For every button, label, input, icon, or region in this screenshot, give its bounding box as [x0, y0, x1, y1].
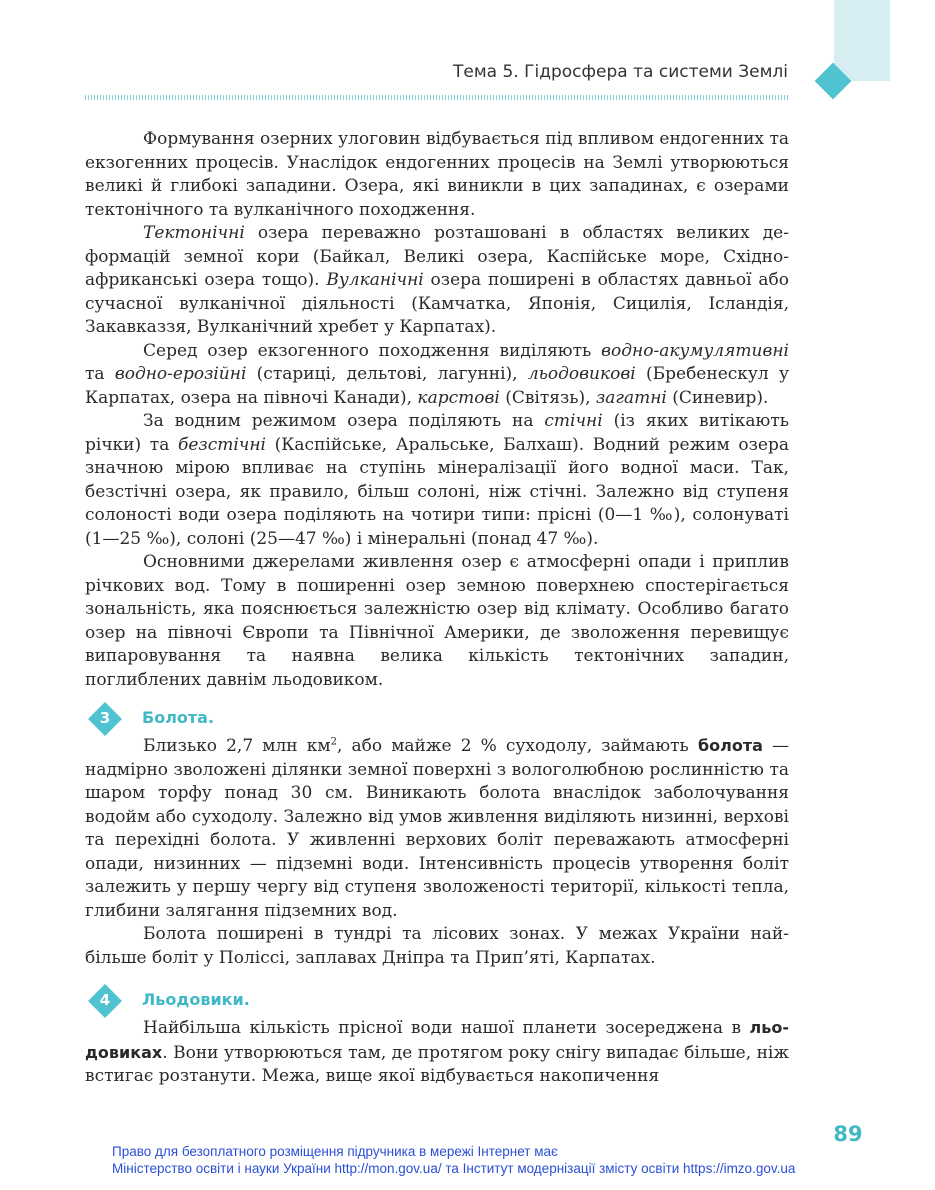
- text-run: Серед озер екзогенного походження виділяють: [143, 340, 602, 361]
- paragraph: [85, 340, 789, 411]
- paragraph: [85, 923, 789, 970]
- italic-term: стічні: [544, 411, 603, 431]
- footer-line: Право для безоплатного розміщення підручника в мережі Інтернет має: [112, 1144, 558, 1159]
- italic-term: Тектонічні: [143, 223, 245, 243]
- text-run: Болота поширені в тундрі та лісових зонах. У межах України найбільше боліт у Поліссі, заплавах Дніпра та Прип’яті, Карпатах.: [85, 924, 789, 968]
- header-title: Тема 5. Гідросфера та системи Землі: [453, 62, 788, 82]
- footer-line: Міністерство освіти і науки України http://mon.gov.ua/ та Інститут модернізації змісту освіти https://imzo.gov.ua: [112, 1161, 796, 1176]
- corner-tab: [834, 0, 890, 81]
- text-run: За водним режимом озера поділяють на: [143, 411, 545, 431]
- paragraph: [85, 222, 789, 340]
- text-run: (Синевир).: [666, 387, 769, 408]
- italic-term: карстові: [417, 387, 500, 408]
- lakes-text: [85, 128, 789, 692]
- text-run: , або майже 2 % суходолу, займають: [336, 736, 698, 756]
- bold-term: льодовиках: [85, 1018, 789, 1062]
- text-run: (Каспійське, Аральське, Балхаш). Водний режим озера значною мірою впливає на ступінь мінералізації його водної маси. Так, безстічні озера, як правило, більш солоні, ніж стічні. Залежно від ступеня солоності води озера поділяють на чотири типи: прісні (0—1 ‰), солонуваті (1—25 ‰), солоні (25—47 ‰) і мінеральні (понад 47 ‰).: [85, 434, 789, 549]
- text-run: Формування озерних улоговин відбувається під впливом ендогенних та екзогенних процесів. Унаслідок ендогенних процесів на Землі утворюються великі й глибокі западини. Озера, які виникли в цих западинах, є озерами тектонічного та вулканічного походження.: [85, 129, 789, 220]
- text-run: — надмірно зволожені ділянки земної поверхні з вологолюбною рослинністю та шаром торфу понад 30 см. Виникають болота внаслідок заболочування водойм або суходолу. Залежно від умов живлення виділяють низинні, верхові та перехідні болота. У живленні верхових боліт переважають атмосферні опади, низинних — підземні води. Інтенсивність процесів утворення боліт залежить у першу чергу від ступеня зволоженості території, кількості тепла, глибини залягання підземних вод.: [85, 736, 790, 921]
- italic-term: водно-ерозійні: [114, 364, 247, 384]
- page-content: [85, 128, 789, 1089]
- italic-term: Вулканічні: [326, 270, 424, 290]
- paragraph: [85, 1016, 789, 1089]
- text-run: озера переважно розташовані в областях великих деформацій земної кори (Байкал, Великі озера, Каспійське море, Східноафриканські озера тощо).: [85, 223, 789, 290]
- superscript: 2: [330, 736, 337, 748]
- italic-term: безстічні: [177, 434, 266, 455]
- text-run: . Вони утворюються там, де протягом року снігу випадає більше, ніж встигає розтанути. Межа, вище якої відбувається накопичення: [85, 1042, 789, 1086]
- paragraph: [85, 128, 789, 222]
- footer-notice: [112, 1143, 872, 1177]
- text-run: Близько 2,7 млн км: [143, 736, 331, 756]
- text-run: та: [85, 364, 115, 384]
- text-run: Найбільша кількість прісної води нашої планети зосереджена в: [143, 1018, 750, 1038]
- header-dotted-divider: [85, 95, 789, 100]
- section-number-badge: [93, 989, 117, 1013]
- italic-term: льодовикові: [527, 364, 636, 384]
- text-run: (із яких витікають річки) та: [85, 411, 789, 455]
- section-number: 4: [99, 991, 111, 1009]
- text-run: (Бребенескул у Карпатах, озера на півночі Канади),: [85, 364, 789, 408]
- paragraph: [85, 551, 789, 692]
- bold-term: болота: [697, 736, 763, 755]
- section-title: Болота.: [142, 708, 215, 727]
- section-heading-glaciers: [85, 988, 789, 1016]
- italic-term: загатні: [595, 387, 667, 408]
- section-number: 3: [99, 709, 111, 727]
- section-number-badge: [93, 707, 117, 731]
- section-title: Льодовики.: [142, 990, 250, 1009]
- section-heading-swamps: [85, 706, 789, 734]
- paragraph: [85, 734, 789, 923]
- text-run: Основними джерелами живлення озер є атмосферні опади і приплив річкових вод. Тому в поширенні озер земною поверхнею спостерігається зональність, яка пояснюється залежністю озер від клімату. Особливо багато озер на півночі Європи та Північної Америки, де зволоження перевищує випаровування та наявна велика кількість тектонічних западин, поглиблених давнім льодовиком.: [85, 552, 789, 690]
- text-run: озера поширені в областях давньої або сучасної вулканічної діяльності (Камчатка, Японія, Сицилія, Ісландія, Закавказзя, Вулканічний хребет у Карпатах).: [85, 270, 789, 337]
- page-number: 89: [833, 1122, 863, 1146]
- italic-term: водно-акумулятивні: [601, 340, 789, 361]
- text-run: (Світязь),: [499, 387, 596, 408]
- paragraph: [85, 410, 789, 551]
- text-run: (стариці, дельтові, лагунні),: [246, 364, 528, 384]
